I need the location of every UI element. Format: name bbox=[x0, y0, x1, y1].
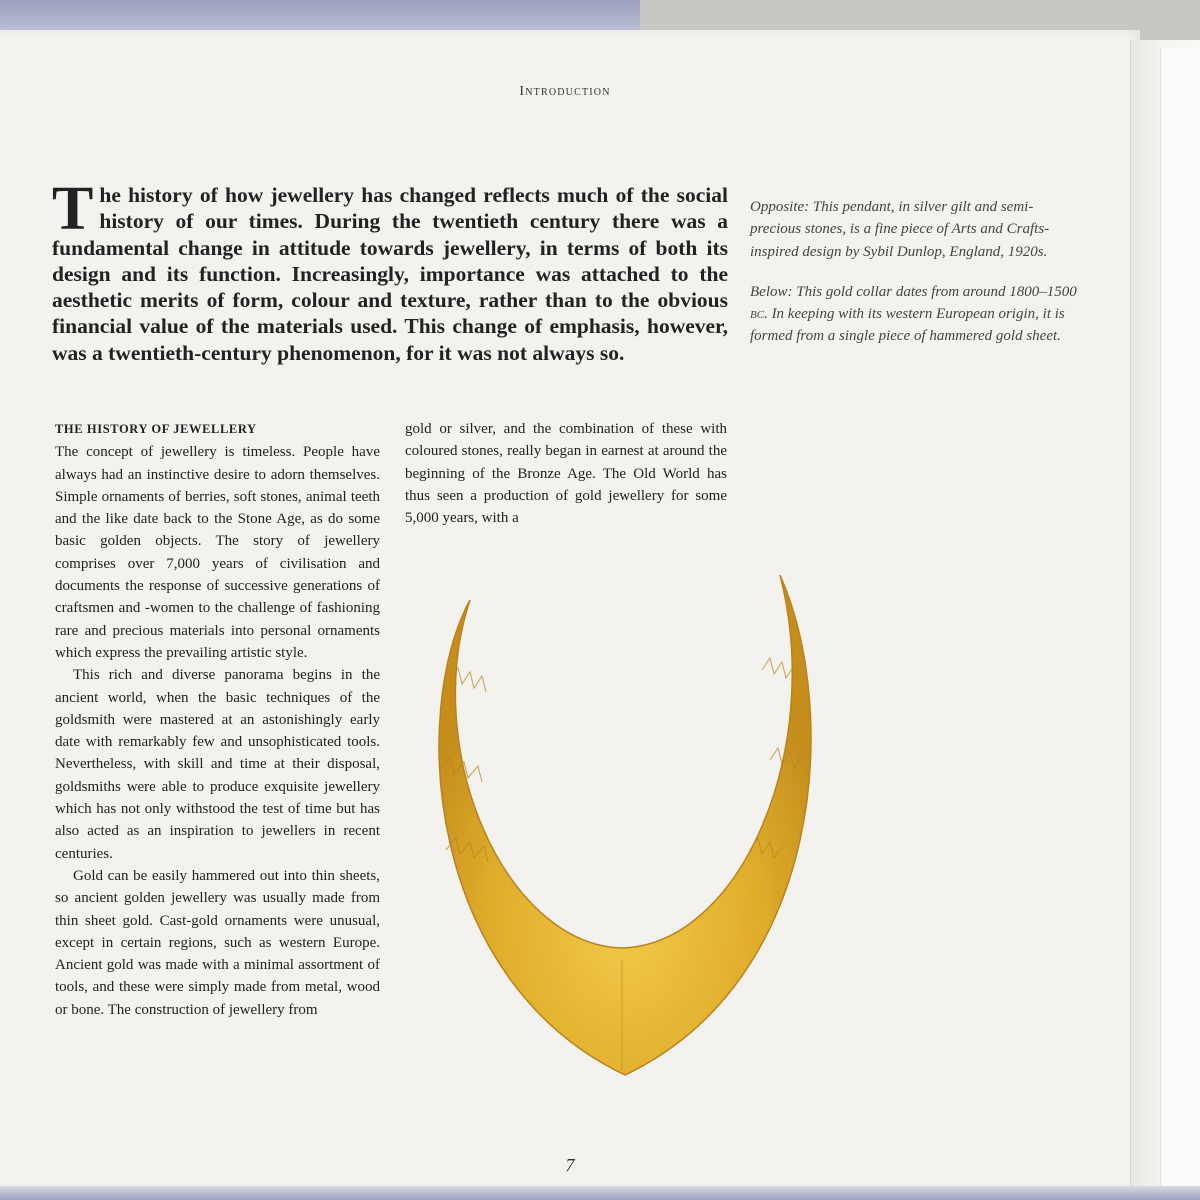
page-number: 7 bbox=[565, 1155, 575, 1175]
body-paragraph-continued: gold or silver, and the combination of these with coloured stones, really began in earnest at around the beginning of the Bronze Age. The Old World has thus seen a production of gold jewellery for some 5,000 years, with a bbox=[405, 421, 727, 527]
body-column-left bbox=[55, 418, 380, 1021]
captions bbox=[750, 196, 1080, 366]
body-column-right bbox=[405, 418, 727, 529]
book-cover-edge-bottom bbox=[0, 1186, 1200, 1200]
caption-opposite: Opposite: This pendant, in silver gilt and semi-precious stones, is a fine piece of Arts and Crafts-inspired design by Sybil Dunlop, England, 1920s. bbox=[750, 199, 1050, 260]
intro-text: he history of how jewellery has changed reflects much of the social history of our times. During the twentieth century there was a fundamental change in attitude towards jewellery, in terms of both its design and its function. Increasingly, importance was attached to the aesthetic merits of form, colour and texture, rather than to the obvious financial value of the materials used. This change of emphasis, however, was a twentieth-century phenomenon, for it was not always so. bbox=[52, 183, 728, 365]
gold-collar-image bbox=[410, 560, 830, 1100]
drop-cap: T bbox=[52, 175, 94, 243]
gold-collar-shape bbox=[439, 575, 811, 1075]
intro-paragraph bbox=[52, 175, 728, 366]
body-paragraph: This rich and diverse panorama begins in the ancient world, when the basic techniques of the goldsmith were mastered at an astonishingly early date with remarkably few and unsophisticated tools. Nevertheless, with skill and time at their disposal, goldsmiths were able to produce exquisite jewellery which has not only withstood the test of time but has also acted as an inspiration to jewellers in recent centuries. bbox=[55, 667, 380, 862]
caption-below-text-end: . In keeping with its western European origin, it is formed from a single piece of hammered gold sheet. bbox=[750, 306, 1065, 345]
section-heading: THE HISTORY OF JEWELLERY bbox=[55, 422, 257, 436]
page-stack-edge-outer bbox=[1160, 48, 1200, 1200]
caption-below bbox=[750, 281, 1080, 348]
body-paragraph: Gold can be easily hammered out into thin sheets, so ancient golden jewellery was usually made from thin sheet gold. Cast-gold ornaments were unusual, except in certain regions, such as western Europe. Ancient gold was made with a minimal assortment of tools, and these were simply made from metal, wood or bone. The construction of jewellery from bbox=[55, 867, 380, 1018]
running-head: Introduction bbox=[519, 84, 611, 99]
caption-below-text: Below: This gold collar dates from around 1800–1500 bbox=[750, 283, 1077, 300]
caption-below-era: bc bbox=[750, 306, 765, 323]
body-paragraph: The concept of jewellery is timeless. People have always had an instinctive desire to adorn themselves. Simple ornaments of berries, soft stones, animal teeth and the like date back to the Stone Age, as do some basic golden objects. The story of jewellery comprises over 7,000 years of civilisation and documents the response of successive generations of craftsmen and -women to the challenge of fashioning rare and precious materials into personal ornaments which express the prevailing artistic style. bbox=[55, 444, 380, 661]
